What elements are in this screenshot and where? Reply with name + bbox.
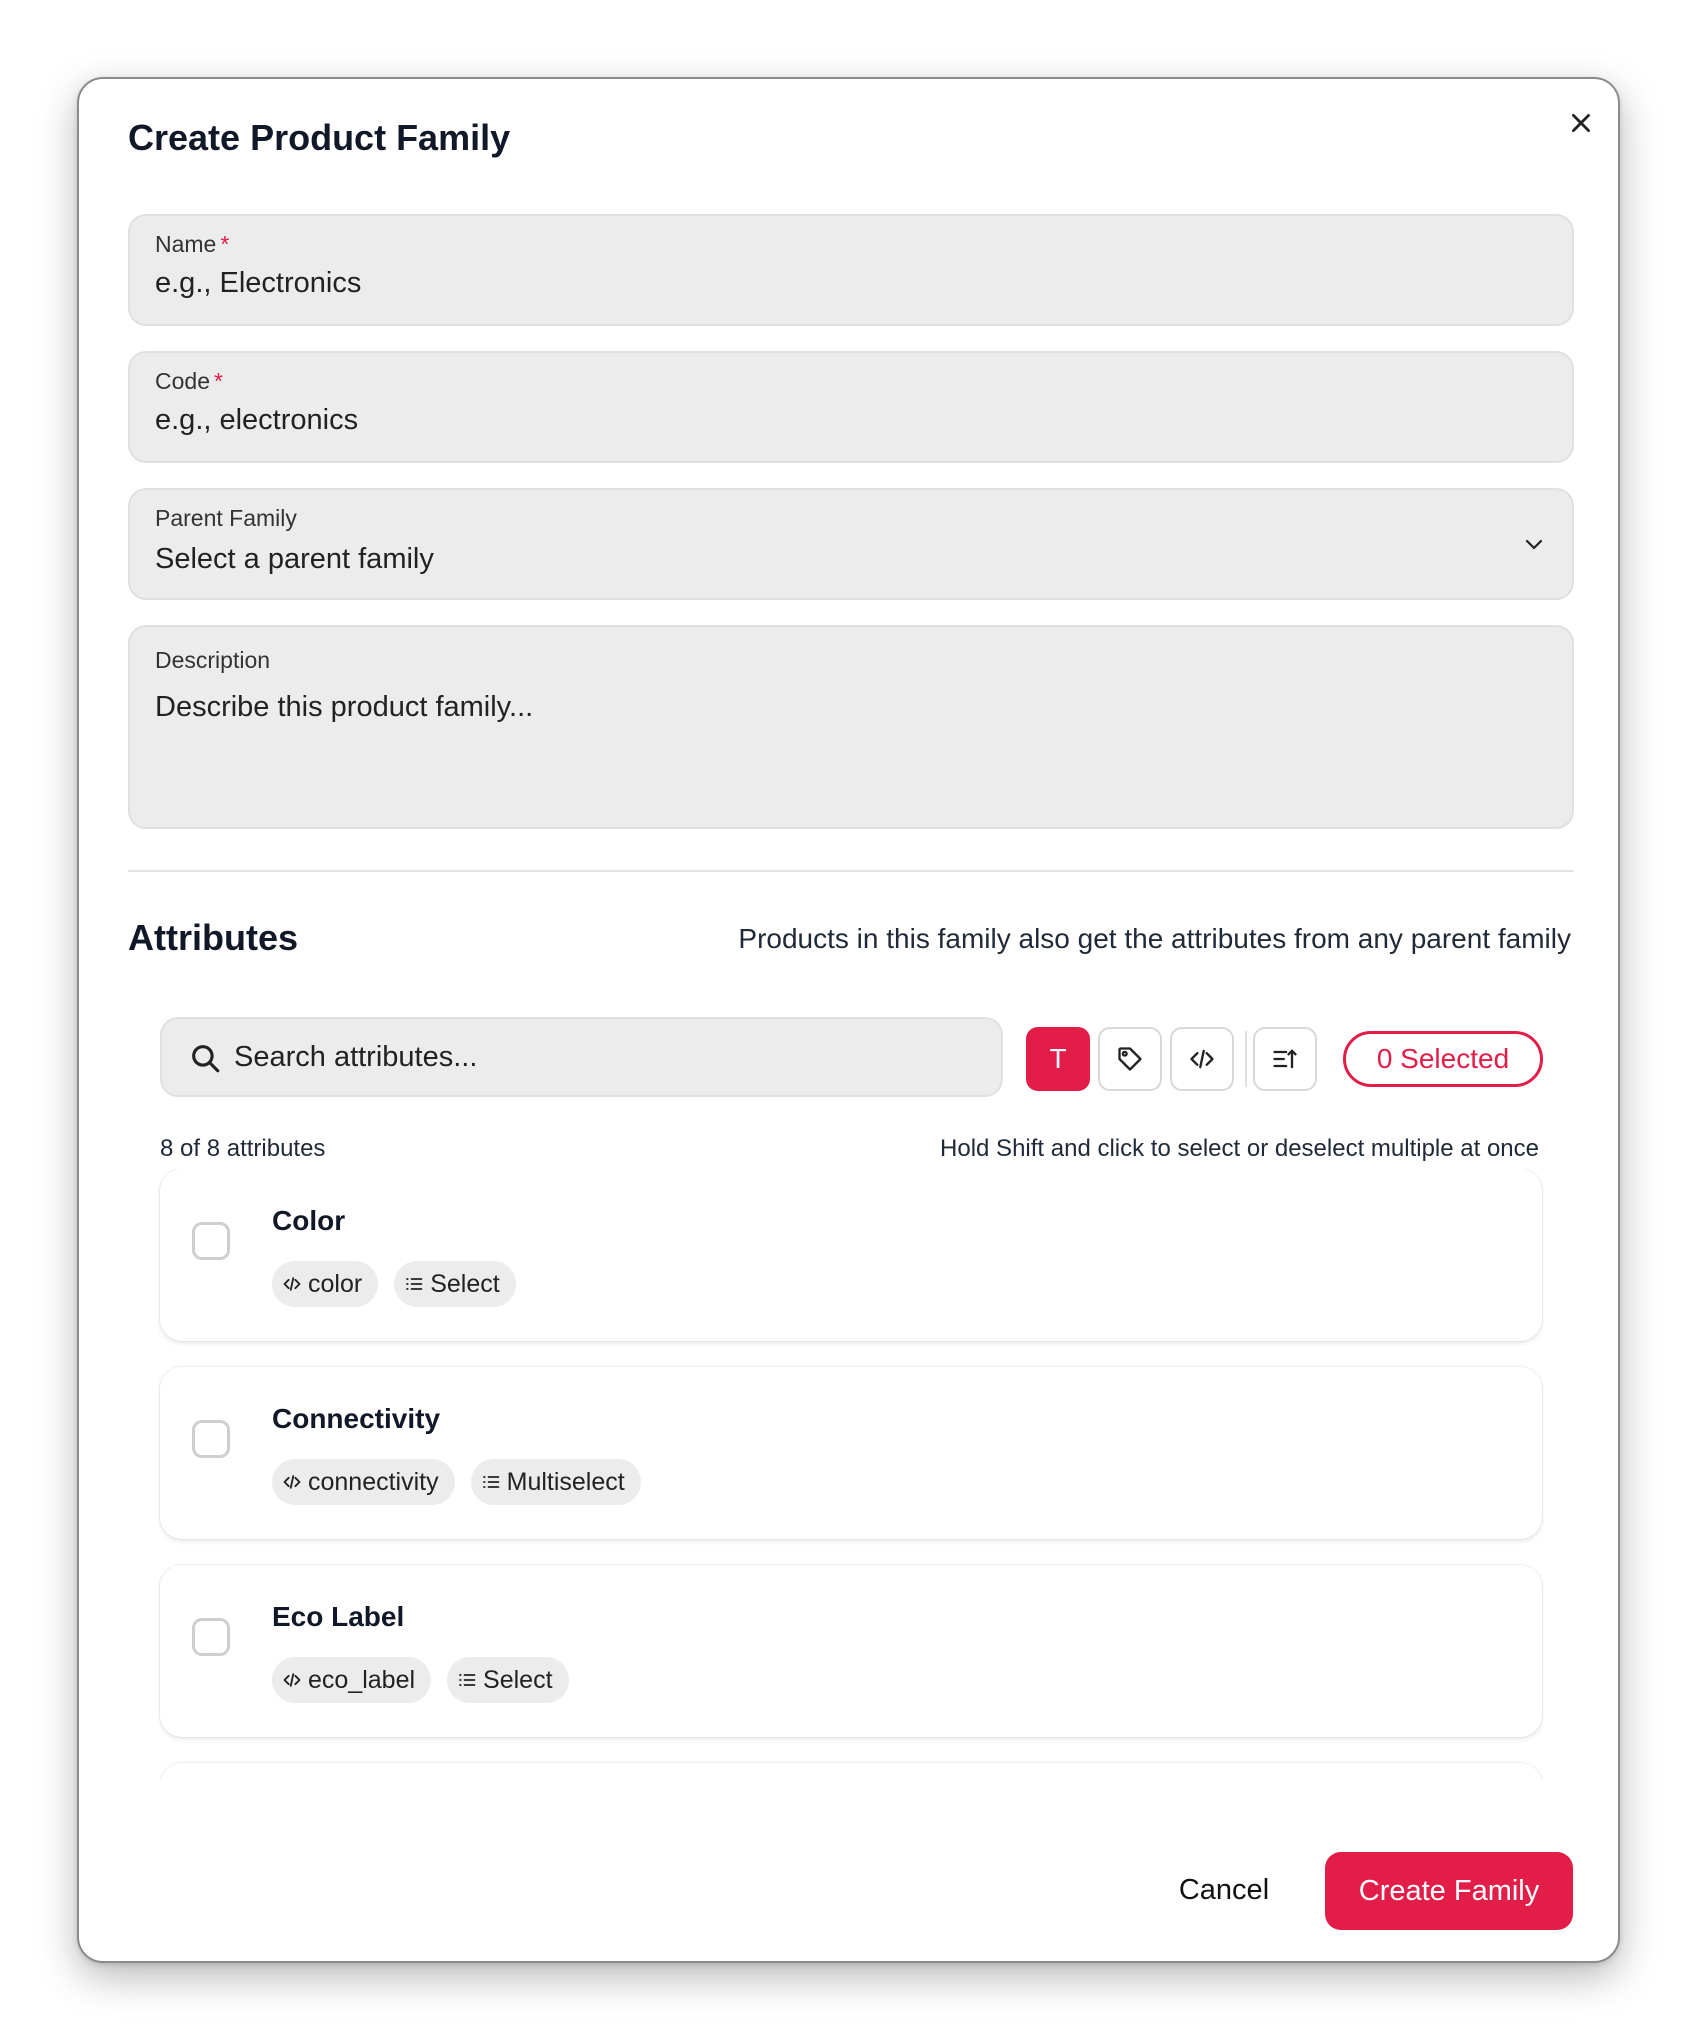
- attribute-name: Connectivity: [272, 1403, 441, 1434]
- attribute-checkbox[interactable]: [192, 1222, 230, 1260]
- attribute-type-tag: Select: [394, 1261, 515, 1307]
- attribute-card[interactable]: [160, 1367, 1542, 1539]
- attribute-card[interactable]: [160, 1169, 1542, 1341]
- attribute-count: 8 of 8 attributes: [160, 1135, 326, 1162]
- chevron-down-icon: [1522, 532, 1546, 556]
- attribute-code-tag: connectivity: [272, 1459, 455, 1505]
- multi-select-hint: Hold Shift and click to select or deselect multiple at once: [940, 1135, 1539, 1162]
- filter-tag-button[interactable]: [1098, 1027, 1162, 1091]
- search-input[interactable]: [234, 1035, 974, 1079]
- list-icon: [457, 1670, 477, 1690]
- sort-ascending-icon: [1271, 1045, 1299, 1073]
- attribute-list: [158, 1169, 1544, 1779]
- search-icon: [188, 1041, 222, 1075]
- attribute-code-tag: eco_label: [272, 1657, 431, 1703]
- description-label: Description: [155, 647, 271, 673]
- parent-family-value: Select a parent family: [155, 543, 434, 575]
- description-textarea[interactable]: [128, 625, 1574, 829]
- attribute-search[interactable]: [160, 1017, 1003, 1097]
- parent-family-select[interactable]: [128, 488, 1574, 600]
- attribute-type-tag: Multiselect: [471, 1459, 641, 1505]
- code-field[interactable]: [128, 351, 1574, 463]
- tag-icon: [1116, 1045, 1144, 1073]
- attribute-checkbox[interactable]: [192, 1420, 230, 1458]
- name-field[interactable]: [128, 214, 1574, 326]
- toolbar-separator: [1245, 1031, 1247, 1087]
- close-icon: [1568, 110, 1594, 136]
- filter-text-type-button[interactable]: [1026, 1027, 1090, 1091]
- name-label: Name *: [155, 231, 230, 257]
- sort-button[interactable]: [1253, 1027, 1317, 1091]
- cancel-button[interactable]: Cancel: [1178, 1873, 1270, 1906]
- description-placeholder: Describe this product family...: [155, 691, 534, 723]
- text-type-icon: T: [1049, 1043, 1067, 1074]
- attribute-type-tag: Select: [447, 1657, 568, 1703]
- code-icon: [1188, 1045, 1216, 1073]
- attributes-heading: Attributes: [128, 917, 298, 958]
- code-label: Code *: [155, 368, 223, 394]
- code-placeholder: e.g., electronics: [155, 404, 359, 436]
- attribute-name: Eco Label: [272, 1601, 405, 1632]
- code-icon: [282, 1472, 302, 1492]
- attribute-checkbox[interactable]: [192, 1618, 230, 1656]
- list-icon: [481, 1472, 501, 1492]
- attribute-card[interactable]: [160, 1565, 1542, 1737]
- attribute-name: Color: [272, 1205, 346, 1236]
- close-button[interactable]: [1559, 101, 1603, 145]
- list-icon: [404, 1274, 424, 1294]
- attribute-card-partial[interactable]: [160, 1763, 1542, 1779]
- code-icon: [282, 1274, 302, 1294]
- attribute-code-tag: color: [272, 1261, 378, 1307]
- code-icon: [282, 1670, 302, 1690]
- parent-family-label: Parent Family: [155, 505, 297, 531]
- attributes-note: Products in this family also get the attributes from any parent family: [738, 923, 1571, 954]
- selected-count-button[interactable]: 0 Selected: [1343, 1031, 1543, 1087]
- create-family-dialog: [77, 77, 1620, 1963]
- filter-code-button[interactable]: [1170, 1027, 1234, 1091]
- section-divider: [128, 870, 1574, 872]
- required-mark: *: [220, 231, 230, 257]
- required-mark: *: [213, 368, 223, 394]
- dialog-title: Create Product Family: [128, 117, 511, 158]
- create-family-button[interactable]: Create Family: [1325, 1852, 1573, 1930]
- name-placeholder: e.g., Electronics: [155, 267, 362, 299]
